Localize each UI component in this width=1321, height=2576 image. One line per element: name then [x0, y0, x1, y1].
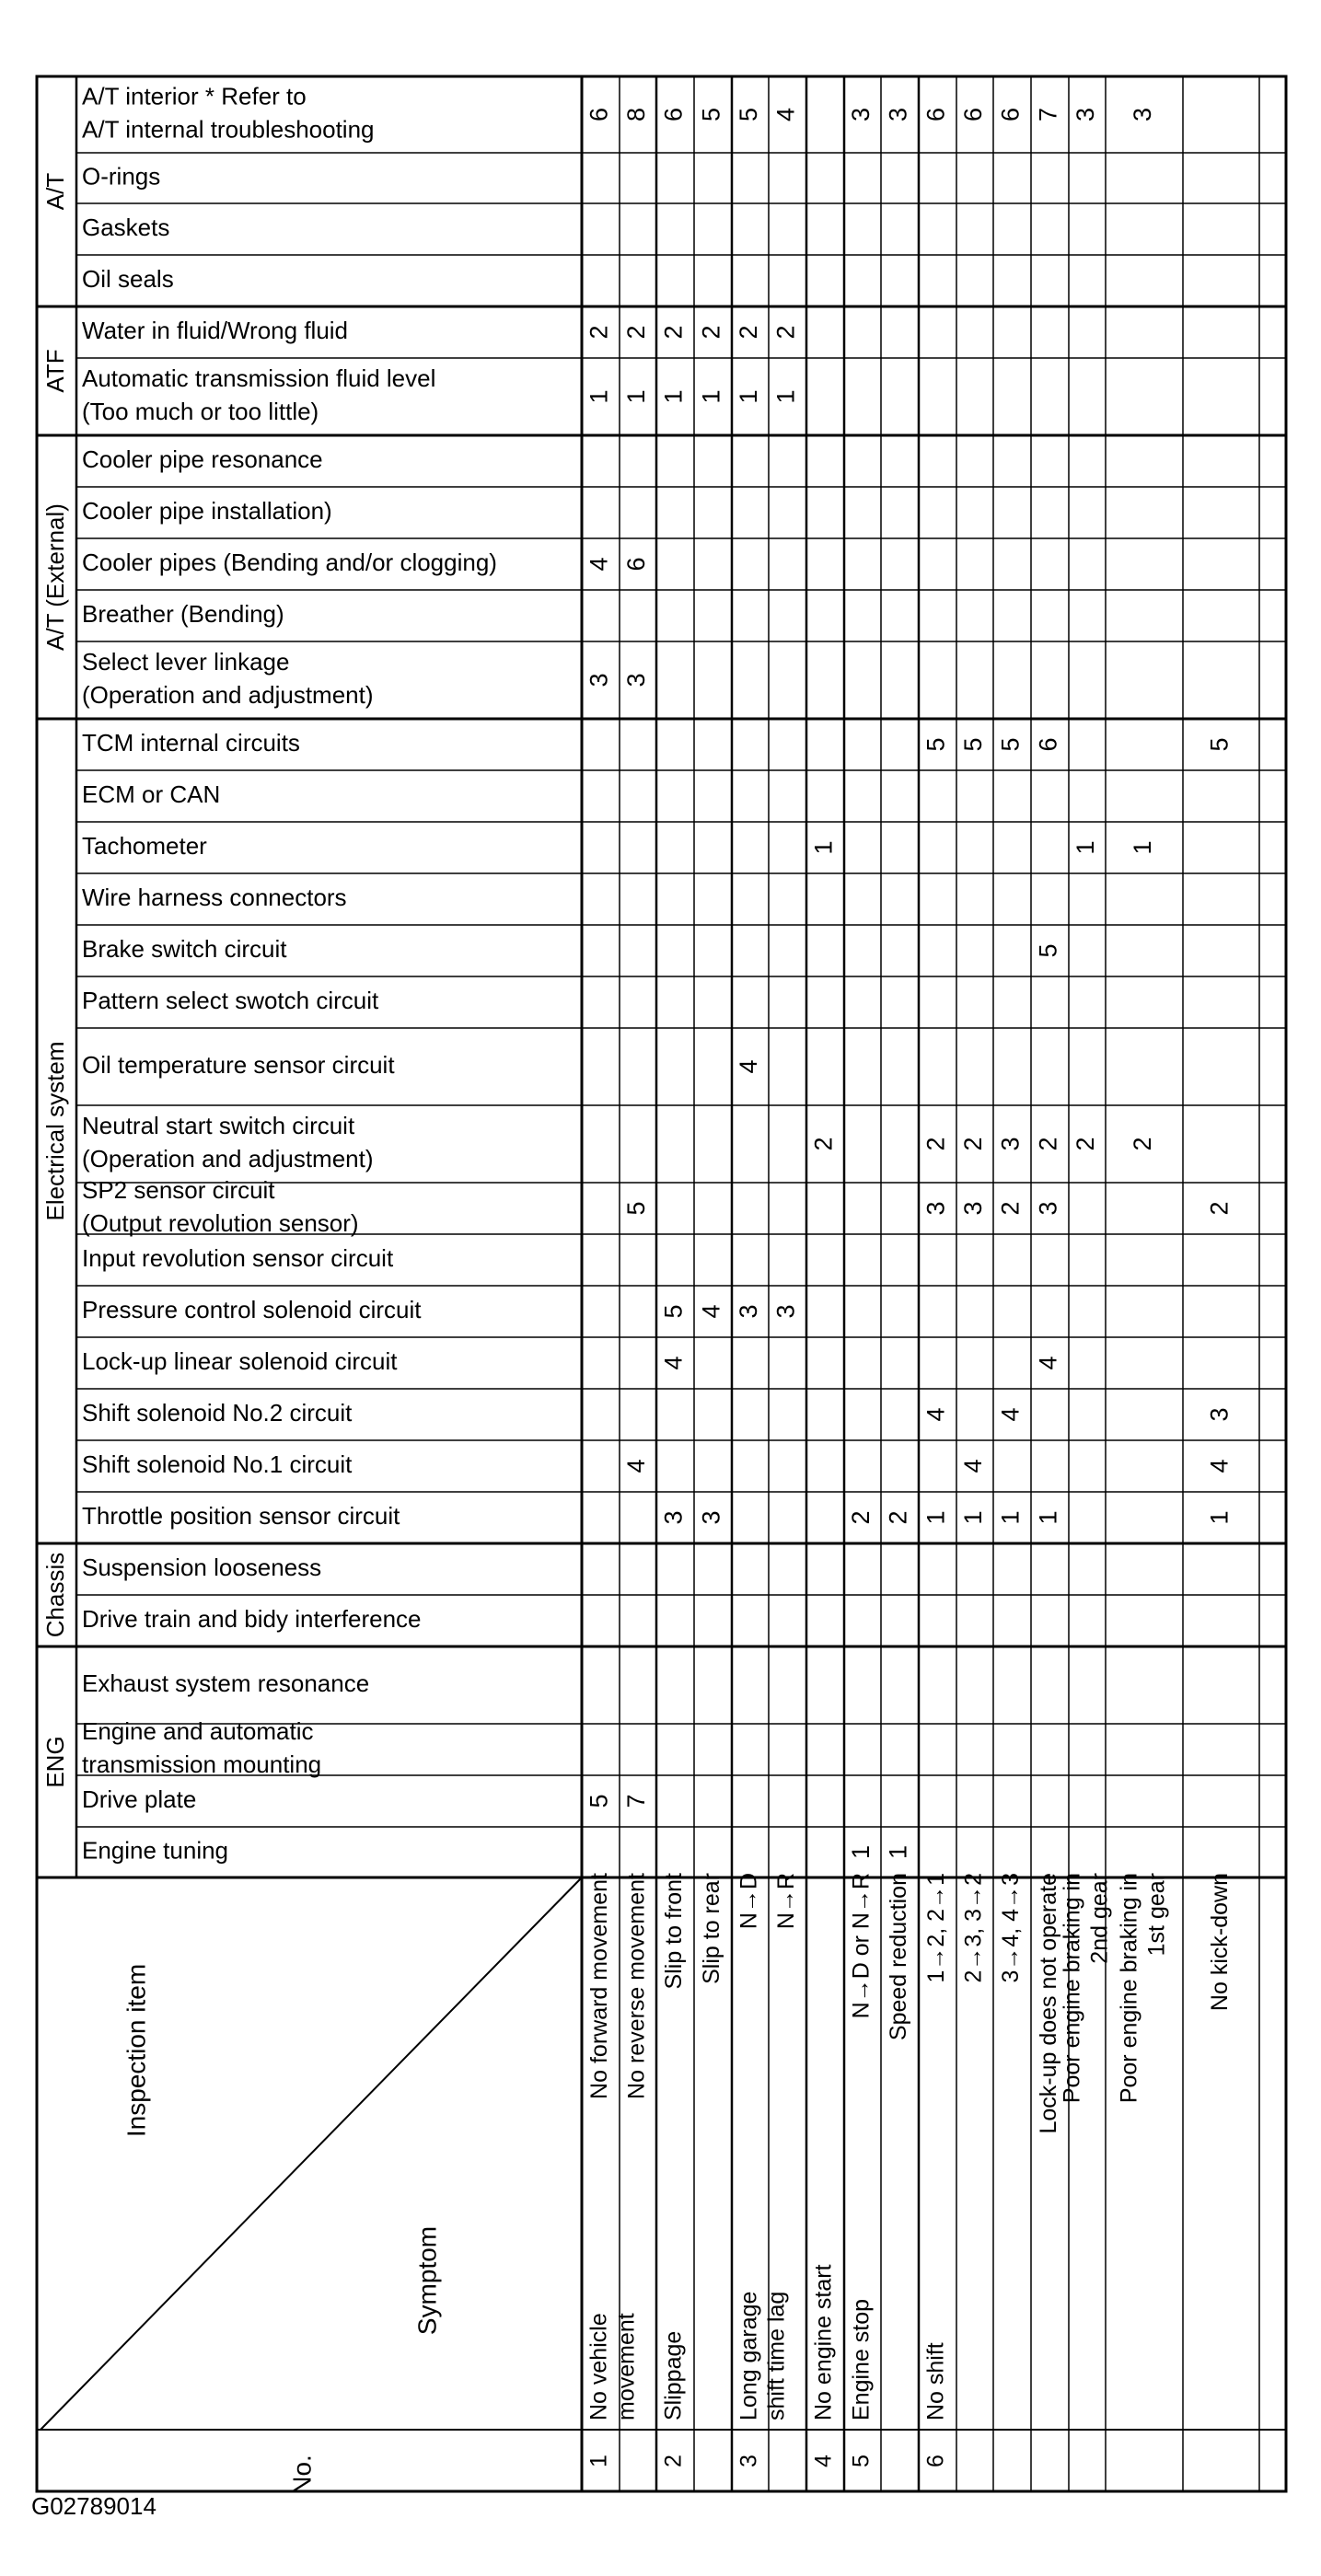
cell-value: 4: [1205, 1459, 1234, 1473]
symptom-number: 5: [848, 2455, 875, 2467]
inspection-item-label: Oil temperature sensor circuit: [82, 1050, 395, 1079]
cell-value: 3: [659, 1510, 688, 1525]
symptom-group-label: Engine stop: [848, 2298, 875, 2420]
cell-value: 1: [771, 389, 800, 404]
inspection-item-label: Cooler pipe installation): [82, 496, 332, 525]
inspection-item-label: Automatic transmission fluid level: [82, 364, 436, 392]
figure-code: G02789014: [31, 2492, 156, 2520]
cell-value: 1: [809, 840, 838, 855]
inspection-item-label: Gaskets: [82, 213, 170, 241]
inspection-item-label: Cooler pipe resonance: [82, 445, 323, 473]
symptom-group-label: shift time lag: [763, 2291, 790, 2420]
cell-value: 3: [884, 107, 912, 122]
symptom-label: No forward movement: [586, 1873, 613, 2099]
symptom-label: Lock-up does not operate: [1036, 1873, 1062, 2134]
symptom-number: 1: [585, 2455, 612, 2467]
inspection-item-label: Water in fluid/Wrong fluid: [82, 316, 349, 344]
symptom-number: 3: [736, 2455, 762, 2467]
cell-value: 2: [1129, 1137, 1157, 1151]
symptom-label: No kick-down: [1207, 1873, 1234, 2012]
symptom-label: Speed reduction: [886, 1873, 912, 2041]
symptom-group-label: Slippage: [660, 2330, 687, 2420]
cell-value: 3: [1034, 1201, 1062, 1216]
symptom-group-label: Long garage: [736, 2291, 762, 2420]
cell-value: 2: [659, 325, 688, 340]
cell-value: 3: [1129, 107, 1157, 122]
cell-value: 4: [622, 1459, 651, 1473]
cell-value: 4: [1034, 1356, 1062, 1370]
cell-value: 5: [585, 1794, 613, 1808]
cell-value: 1: [1129, 840, 1157, 855]
inspection-item-label: (Output revolution sensor): [82, 1208, 359, 1237]
cell-value: 4: [659, 1356, 688, 1370]
cell-value: 2: [959, 1137, 988, 1151]
inspection-item-label: transmission mounting: [82, 1750, 322, 1778]
cell-value: 3: [622, 673, 651, 687]
group-label: ENG: [41, 1736, 69, 1788]
cell-value: 3: [1205, 1407, 1234, 1422]
symptom-label: Slip to rear: [699, 1873, 725, 1984]
cell-value: 3: [1072, 107, 1100, 122]
inspection-item-label: Throttle position sensor circuit: [82, 1501, 400, 1530]
cell-value: 7: [1034, 107, 1062, 122]
inspection-item-label: (Operation and adjustment): [82, 680, 374, 709]
inspection-item-label: Select lever linkage: [82, 647, 290, 676]
symptom-number: 2: [660, 2455, 687, 2467]
cell-value: 3: [735, 1304, 763, 1319]
cell-value: 5: [697, 107, 725, 122]
cell-value: 2: [585, 325, 613, 340]
cell-value: 2: [884, 1510, 912, 1525]
cell-value: 6: [585, 107, 613, 122]
cell-value: 5: [959, 737, 988, 752]
cell-value: 8: [622, 107, 651, 122]
inspection-item-label: Oil seals: [82, 264, 174, 293]
cell-value: 3: [585, 673, 613, 687]
inspection-item-label: Shift solenoid No.2 circuit: [82, 1398, 353, 1427]
cell-value: 3: [847, 107, 875, 122]
symptom-label: Poor engine braking in: [1116, 1873, 1142, 2104]
inspection-item-label: Suspension looseness: [82, 1553, 322, 1581]
header-inspection-item: Inspection item: [122, 1963, 151, 2138]
cell-value: 2: [1072, 1137, 1100, 1151]
group-label: A/T: [41, 172, 69, 211]
symptom-label: 1→2, 2→1: [923, 1873, 950, 1983]
cell-value: 6: [622, 557, 651, 572]
header-no: No.: [287, 2455, 317, 2495]
cell-value: 2: [622, 325, 651, 340]
cell-value: 5: [996, 737, 1025, 752]
cell-value: 1: [622, 389, 651, 404]
symptom-number: 6: [922, 2455, 949, 2467]
cell-value: 2: [771, 325, 800, 340]
cell-value: 2: [1205, 1201, 1234, 1216]
inspection-item-label: Pressure control solenoid circuit: [82, 1295, 422, 1323]
header-symptom: Symptom: [412, 2225, 442, 2336]
symptom-group-label: movement: [613, 2313, 640, 2420]
inspection-item-label: (Operation and adjustment): [82, 1144, 374, 1172]
cell-value: 1: [921, 1510, 950, 1525]
cell-value: 1: [1034, 1510, 1062, 1525]
inspection-item-label: Wire harness connectors: [82, 883, 347, 911]
group-label: ATF: [41, 349, 69, 393]
cell-value: 5: [1205, 737, 1234, 752]
cell-value: 2: [847, 1510, 875, 1525]
cell-value: 5: [1034, 943, 1062, 958]
symptom-label: 3→4, 4→3: [998, 1873, 1025, 1983]
inspection-item-label: Engine and automatic: [82, 1716, 314, 1745]
inspection-item-label: Brake switch circuit: [82, 934, 287, 963]
cell-value: 6: [959, 107, 988, 122]
inspection-item-label: Drive plate: [82, 1785, 197, 1813]
cell-value: 4: [959, 1459, 988, 1473]
cell-value: 1: [959, 1510, 988, 1525]
symptom-label: Poor engine braking in: [1059, 1873, 1085, 2104]
cell-value: 3: [959, 1201, 988, 1216]
inspection-item-label: Lock-up linear solenoid circuit: [82, 1346, 398, 1375]
inspection-item-label: Cooler pipes (Bending and/or clogging): [82, 548, 497, 576]
inspection-item-label: SP2 sensor circuit: [82, 1175, 275, 1204]
symptom-label: Slip to front: [661, 1873, 688, 1990]
cell-value: 6: [659, 107, 688, 122]
symptom-group-label: No shift: [922, 2342, 949, 2420]
group-label: Electrical system: [41, 1041, 69, 1221]
inspection-item-label: Neutral start switch circuit: [82, 1111, 355, 1139]
cell-value: 1: [659, 389, 688, 404]
group-label: Chassis: [41, 1552, 69, 1638]
inspection-item-label: O-rings: [82, 162, 161, 191]
cell-value: 1: [697, 389, 725, 404]
cell-value: 1: [585, 389, 613, 404]
cell-value: 3: [771, 1304, 800, 1319]
cell-value: 4: [585, 557, 613, 572]
cell-value: 2: [996, 1201, 1025, 1216]
cell-value: 3: [697, 1510, 725, 1525]
inspection-item-label: ECM or CAN: [82, 780, 221, 808]
cell-value: 6: [1034, 737, 1062, 752]
cell-value: 7: [622, 1794, 651, 1808]
cell-value: 5: [735, 107, 763, 122]
inspection-item-label: Shift solenoid No.1 circuit: [82, 1450, 353, 1478]
cell-value: 4: [771, 107, 800, 122]
inspection-item-label: A/T internal troubleshooting: [82, 115, 375, 144]
cell-value: 2: [697, 325, 725, 340]
symptom-label: N→D: [736, 1873, 762, 1930]
cell-value: 6: [921, 107, 950, 122]
group-label: A/T (External): [41, 503, 69, 651]
inspection-item-label: Pattern select swotch circuit: [82, 986, 379, 1014]
cell-value: 5: [921, 737, 950, 752]
cell-value: 4: [697, 1304, 725, 1319]
cell-value: 2: [921, 1137, 950, 1151]
symptom-group-label: No engine start: [810, 2264, 837, 2420]
cell-value: 1: [1205, 1510, 1234, 1525]
cell-value: 3: [921, 1201, 950, 1216]
symptom-number: 4: [810, 2455, 837, 2467]
cell-value: 5: [659, 1304, 688, 1319]
symptom-group-label: No vehicle: [585, 2313, 612, 2420]
cell-value: 3: [996, 1137, 1025, 1151]
inspection-item-label: Input revolution sensor circuit: [82, 1243, 394, 1272]
symptom-label: 1st gear: [1143, 1873, 1170, 1957]
cell-value: 4: [996, 1407, 1025, 1422]
inspection-item-label: TCM internal circuits: [82, 728, 300, 757]
inspection-item-label: A/T interior * Refer to: [82, 82, 307, 110]
inspection-item-label: (Too much or too little): [82, 397, 319, 425]
cell-value: 1: [996, 1510, 1025, 1525]
cell-value: 4: [735, 1059, 763, 1074]
symptom-label: 2→3, 3→2: [960, 1873, 987, 1983]
cell-value: 1: [884, 1844, 912, 1860]
cell-value: 6: [996, 107, 1025, 122]
inspection-item-label: Engine tuning: [82, 1836, 229, 1865]
cell-value: 1: [735, 389, 763, 404]
cell-value: 4: [921, 1407, 950, 1422]
symptom-label: N→D or N→R: [848, 1873, 875, 2019]
cell-value: 2: [1034, 1137, 1062, 1151]
symptom-label: N→R: [773, 1873, 800, 1930]
cell-value: 1: [1072, 840, 1100, 855]
cell-value: 5: [622, 1201, 651, 1216]
symptom-label: No reverse movement: [623, 1873, 650, 2099]
inspection-item-label: Tachometer: [82, 831, 207, 860]
header-diagonal: [41, 1877, 582, 2430]
inspection-item-label: Exhaust system resonance: [82, 1669, 370, 1697]
symptom-label: 2nd gear: [1086, 1873, 1113, 1964]
inspection-item-label: Drive train and bidy interference: [82, 1604, 422, 1633]
inspection-item-label: Breather (Bending): [82, 599, 284, 628]
cell-value: 2: [809, 1137, 838, 1151]
cell-value: 1: [847, 1844, 875, 1860]
cell-value: 2: [735, 325, 763, 340]
